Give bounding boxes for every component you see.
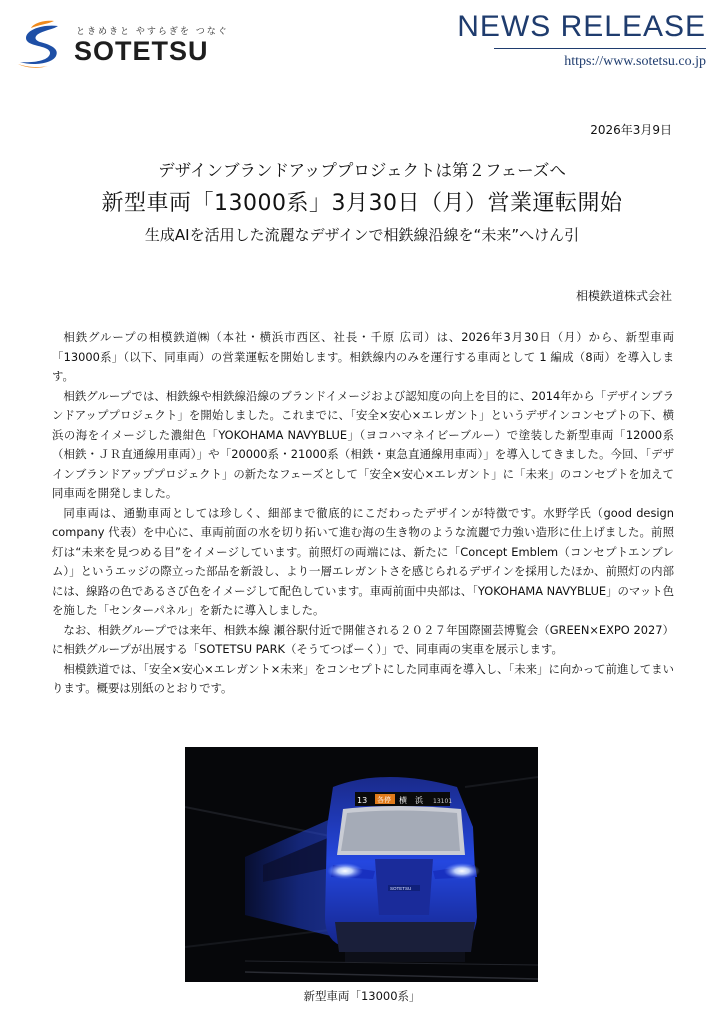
paragraph: 相鉄グループの相模鉄道㈱（本社・横浜市西区、社長・千原 広司）は、2026年3月30日（月）から、新型車両「13000系」（以下、同車両）の営業運転を開始します。相鉄線内のみを運行する車両として 1 編成（8両）を導入します。 [52,330,674,383]
company-name: 相模鉄道株式会社 [575,289,672,303]
body-text [52,328,674,699]
news-release-heading: NEWS RELEASE [457,10,706,43]
destination-number: 13 [357,796,368,805]
paragraph: 相模鉄道では、「安全×安心×エレガント×未来」をコンセプトにした同車両を導入し、「未来」に向かって前進してまいります。概要は別紙のとおりです。 [52,661,674,695]
title-block [0,160,724,246]
train-emblem: SOTETSU [390,886,412,891]
release-date: 2026年3月9日 [590,123,672,137]
car-number: 13101 [433,798,453,805]
destination-name: 横 浜 [399,796,423,805]
logo-tagline: ときめきと やすらぎを つなぐ [76,27,229,37]
sub-title: 生成AIを活用した流麗なデザインで相鉄線沿線を“未来”へけん引 [144,226,580,244]
main-title: 新型車両「13000系」3月30日（月）営業運転開始 [101,191,623,216]
photo-caption: 新型車両「13000系」 [303,989,421,1003]
sotetsu-logo-icon [14,20,64,70]
sotetsu-logo [14,20,244,70]
train-photo [185,747,538,982]
pre-title: デザインブランドアッププロジェクトは第２フェーズへ [158,161,566,180]
train-illustration [185,747,538,982]
paragraph: 同車両は、通勤車両としては珍しく、細部まで徹底的にこだわったデザインが特徴です。水野学氏（good design company 代表）を中心に、車両前面の水を切り拓いて進む海の生き物のような流麗で力強い造形に仕上げました。前照灯は“未来を見つめる目”をイメージしています。前照灯の両端には、新たに「Concept Emblem（コンセプトエンブレム）」というエッジの際立った部品を新設し、より一層エレガントさを感じられるデザインを採用したほか、前照灯の内部には、線路の色であるさび色をイメージして配色しています。車両前面中央部は、「YOKOHAMA NAVYBLUE」のマット色を施した「センターパネル」を新たに導入しました。 [52,505,674,617]
paragraph: 相鉄グループでは、相鉄線や相鉄線沿線のブランドイメージおよび認知度の向上を目的に、2014年から「デザインブランドアッププロジェクト」を開始しました。これまでに、「安全×安心×エレガント」というデザインコンセプトの下、横浜の海をイメージした濃紺色「YOKOHAMA NAVYBLUE」（ヨコハマネイビーブルー）で塗装した新型車両「12000系（相鉄・ＪＲ直通線用車両）」や「20000系・21000系（相鉄・東急直通線用車両）」を導入してきました。今回、「デザインブランドアッププロジェクト」の新たなフェーズとして「安全×安心×エレガント」に「未来」のコンセプトを加えて同車両を開発しました。 [52,388,674,500]
header-divider [494,48,706,49]
logo-wordmark: SOTETSU [74,36,209,66]
website-url: https://www.sotetsu.co.jp [564,54,706,69]
paragraph: なお、相鉄グループでは来年、相鉄本線 瀬谷駅付近で開催される２０２７年国際園芸博覧会（GREEN×EXPO 2027）に相鉄グループが出展する「SOTETSU PARK（そうてつぱーく）」で、同車両の実車を展示します。 [52,622,674,656]
destination-kind: 各停 [377,796,391,804]
